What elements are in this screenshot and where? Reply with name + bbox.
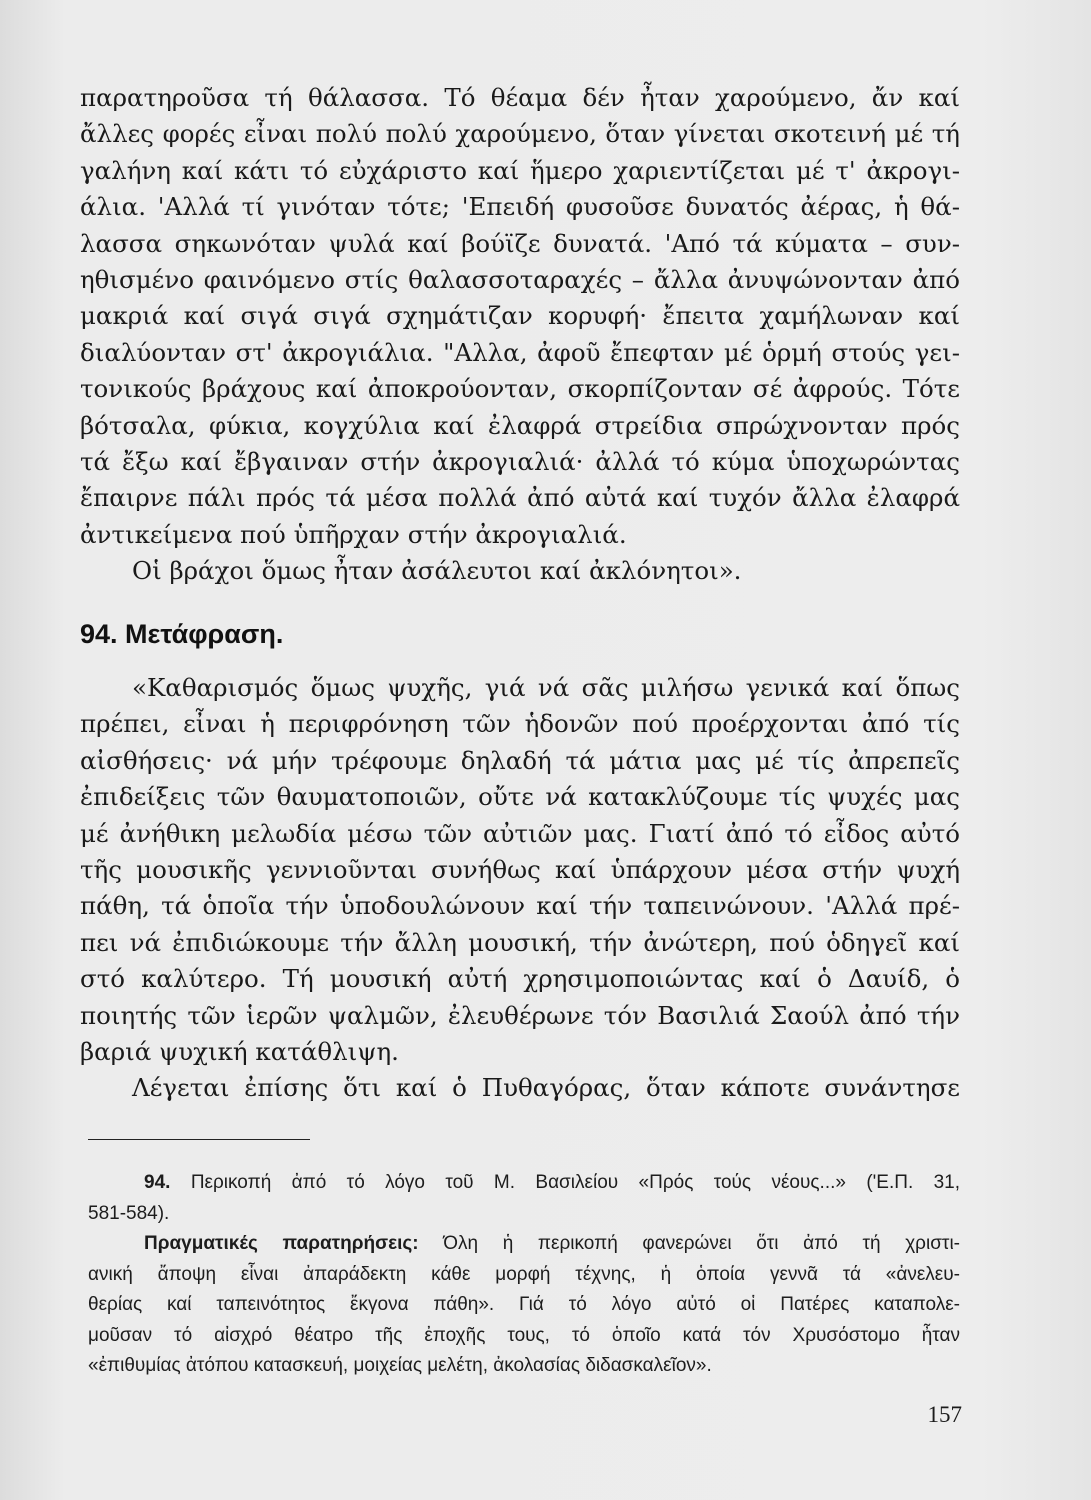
text-line: αἰσθήσεις· νά μήν τρέφουμε δηλαδή τά μάτια μας μέ τίς ἀπρεπεῖς [80,745,960,775]
footnote-line [88,1168,960,1199]
text-line: διαλύονταν στ' ἀκρογιάλια. "Αλλα, ἀφοῦ ἔπεφταν μέ ὁρμή στούς γει- [80,337,960,367]
text-line: Λέγεται ἐπίσης ὅτι καί ὁ Πυθαγόρας, ὅταν κάποτε συνάντησε [132,1073,960,1103]
text-line: «Καθαρισμός ὅμως ψυχῆς, γιά νά σᾶς μιλήσω γενικά καί ὅπως [132,673,960,702]
footnote-text: Όλη ἡ περικοπή φανερώνει ὅτι ἀπό τή χριστι- [443,1233,960,1254]
text-line: ἐπιδείξεις τῶν θαυματοποιῶν, οὔτε νά κατακλύζουμε τίς ψυχές μας [80,782,960,812]
text-line: πει νά ἐπιδιώκουμε τήν ἄλλη μουσική, τήν ἀνώτερη, πού ὁδηγεῖ καί [80,927,960,957]
text-line: ἔπαιρνε πάλι πρός τά μέσα πολλά ἀπό αὐτά καί τυχόν ἄλλα ἐλαφρά [80,483,960,513]
top-paragraph [80,80,960,589]
text-line: ποιητής τῶν ἱερῶν ψαλμῶν, ἐλευθέρωνε τόν Βασιλιά Σαούλ ἀπό τήν [80,1000,960,1030]
text-line: μακριά καί σιγά σιγά σχημάτιζαν κορυφή· ἔπειτα χαμήλωναν καί [80,301,960,331]
text-line: άλια. 'Αλλά τί γινόταν τότε; 'Επειδή φυσοῦσε δυνατός ἀέρας, ἡ θά- [80,192,960,222]
footnote-label: Πραγματικές παρατηρήσεις: [144,1233,419,1254]
text-line: βαριά ψυχική κατάθλιψη. [80,1036,399,1066]
translation-paragraph [80,670,960,1107]
footnote-line: θερίας καί ταπεινότητος ἔκγονα πάθη». Γιά τό λόγο αὐτό οἱ Πατέρες καταπολε- [88,1294,960,1315]
text-line: ἀντικείμενα πού ὑπῆρχαν στήν ἀκρογιαλιά. [80,519,627,549]
footnote-line: ανική ἄποψη εἶναι ἀπαράδεκτη κάθε μορφή τέχνης, ἡ ὁποία γεννᾶ τά «ἀνελευ- [88,1263,960,1285]
text-line: Οἱ βράχοι ὅμως ἦταν ἀσάλευτοι καί ἀκλόνητοι». [132,556,742,586]
text-line: παρατηροῦσα τή θάλασσα. Τό θέαμα δέν ἦταν χαρούμενο, ἄν καί [80,83,960,112]
page-number: 157 [927,1402,962,1427]
text-line: βότσαλα, φύκια, κογχύλια καί ἐλαφρά στρείδια σπρώχνονταν πρός [80,410,960,440]
text-line: μέ ἀνήθικη μελωδία μέσω τῶν αὐτιῶν μας. Γιατί ἀπό τό εἶδος αὐτό [80,818,960,848]
footnote-divider [88,1139,310,1140]
text-line: ἄλλες φορές εἶναι πολύ πολύ χαρούμενο, ὅταν γίνεται σκοτεινή μέ τή [80,119,960,149]
text-line: τῆς μουσικῆς γεννιοῦνται συνήθως καί ὑπάρχουν μέσα στήν ψυχή [80,854,960,884]
footnotes [88,1168,960,1382]
section-heading: 94. Μετάφραση. [80,619,284,649]
text-line: πρέπει, εἶναι ἡ περιφρόνηση τῶν ἡδονῶν πού προέρχονται ἀπό τίς [80,709,960,739]
text-line: στό καλύτερο. Τή μουσική αὐτή χρησιμοποιώντας καί ὁ Δαυίδ, ὁ [80,964,960,994]
footnote-line: μοῦσαν τό αἰσχρό θέατρο τῆς ἐποχῆς τους, τό ὁποῖο κατά τόν Χρυσόστομο ἦταν [88,1324,960,1346]
footnote-line: «ἐπιθυμίας ἀτόπου κατασκευή, μοιχείας μελέτη, ἀκολασίας διδασκαλεῖον». [88,1355,712,1376]
text-line: πάθη, τά ὁποῖα τήν ὑποδουλώνουν καί τήν ταπεινώνουν. 'Αλλά πρέ- [80,891,960,921]
footnote-line [88,1229,960,1260]
text-line: ηθισμένο φαινόμενο στίς θαλασσοταραχές – ἄλλα ἀνυψώνονταν ἀπό [80,264,960,294]
text-line: τονικούς βράχους καί ἀποκρούονταν, σκορπίζονταν σέ ἀφρούς. Τότε [80,374,960,404]
text-line: γαλήνη καί κάτι τό εὐχάριστο καί ἥμερο χαριεντίζεται μέ τ' ἀκρογι- [80,155,960,185]
footnote-source: Περικοπή ἀπό τό λόγο τοῦ Μ. Βασιλείου «Πρός τούς νέους...» ('Ε.Π. 31, [190,1172,960,1193]
text-line: λασσα σηκωνόταν ψυλά καί βούϊζε δυνατά. 'Από τά κύματα – συν- [80,228,960,258]
text-line: τά ἔξω καί ἔβγαιναν στήν ἀκρογιαλιά· ἀλλά τό κύμα ὑποχωρώντας [80,446,960,476]
footnote-number: 94. [144,1172,171,1193]
footnote-line: 581-584). [88,1202,170,1224]
